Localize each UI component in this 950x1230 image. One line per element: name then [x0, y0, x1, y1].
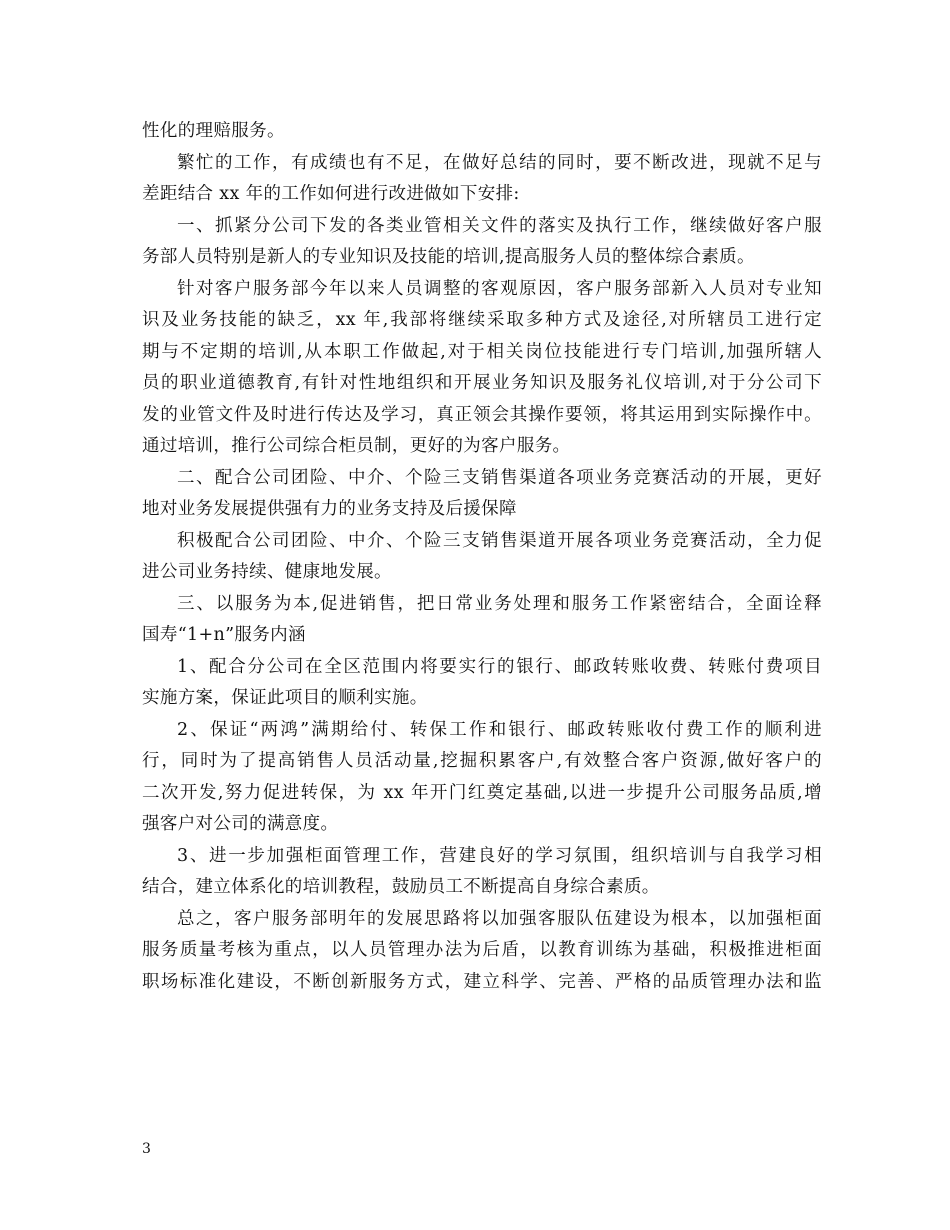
document-body [142, 116, 822, 998]
text-line: 务部人员特别是新人的专业知识及技能的培训,提高服务人员的整体综合素质。 [142, 247, 755, 267]
text-line: 性化的理赔服务。 [142, 121, 285, 141]
text-line: 二次开发,努力促进转保，为 xx 年开门红奠定基础,以进一步提升公司服务品质,增 [142, 782, 822, 803]
text-line: 差距结合 xx 年的工作如何进行改进做如下安排: [142, 184, 520, 204]
text-line: 三、以服务为本,促进销售，把日常业务处理和服务工作紧密结合，全面诠释 [177, 593, 822, 614]
text-line: 期与不定期的培训,从本职工作做起,对于相关岗位技能进行专门培训,加强所辖人 [142, 341, 822, 362]
text-line: 2、保证“两鸿”满期给付、转保工作和银行、邮政转账收付费工作的顺利进 [177, 719, 822, 740]
text-line: 地对业务发展提供强有力的业务支持及后援保障 [142, 499, 517, 519]
text-line: 通过培训，推行公司综合柜员制，更好的为客户服务。 [142, 436, 571, 456]
text-line: 繁忙的工作，有成绩也有不足，在做好总结的同时，要不断改进，现就不足与 [177, 152, 822, 173]
text-line: 3、进一步加强柜面管理工作，营建良好的学习氛围，组织培训与自我学习相 [177, 845, 822, 866]
text-line: 服务质量考核为重点，以人员管理办法为后盾，以教育训练为基础，积极推进柜面 [142, 940, 822, 960]
text-line: 行，同时为了提高销售人员活动量,挖掘积累客户,有效整合客户资源,做好客户的 [142, 751, 822, 771]
text-line: 一、抓紧分公司下发的各类业管相关文件的落实及执行工作，继续做好客户服 [177, 215, 822, 236]
text-line: 结合，建立体系化的培训教程，鼓励员工不断提高自身综合素质。 [142, 877, 660, 897]
text-line: 积极配合公司团险、中介、个险三支销售渠道开展各项业务竞赛活动，全力促 [177, 530, 822, 551]
text-line: 国寿“1+n”服务内涵 [142, 625, 306, 645]
text-line: 识及业务技能的缺乏，xx 年,我部将继续采取多种方式及途径,对所辖员工进行定 [142, 310, 822, 330]
text-line: 发的业管文件及时进行传达及学习，真正领会其操作要领，将其运用到实际操作中。 [142, 404, 822, 425]
text-line: 强客户对公司的满意度。 [142, 814, 339, 834]
text-line: 二、配合公司团险、中介、个险三支销售渠道各项业务竞赛活动的开展，更好 [177, 467, 822, 488]
text-line: 针对客户服务部今年以来人员调整的客观原因，客户服务部新入人员对专业知 [177, 278, 822, 299]
text-line: 员的职业道德教育,有针对性地组织和开展业务知识及服务礼仪培训,对于分公司下 [142, 373, 822, 393]
text-line: 实施方案，保证此项目的顺利实施。 [142, 688, 428, 708]
text-line: 进公司业务持续、健康地发展。 [142, 562, 392, 582]
text-line: 总之，客户服务部明年的发展思路将以加强客服队伍建设为根本，以加强柜面 [177, 908, 822, 929]
text-line: 1、配合分公司在全区范围内将要实行的银行、邮政转账收费、转账付费项目 [177, 656, 822, 677]
text-line: 职场标准化建设，不断创新服务方式，建立科学、完善、严格的品质管理办法和监 [142, 971, 822, 992]
page-number: 3 [142, 1141, 151, 1157]
